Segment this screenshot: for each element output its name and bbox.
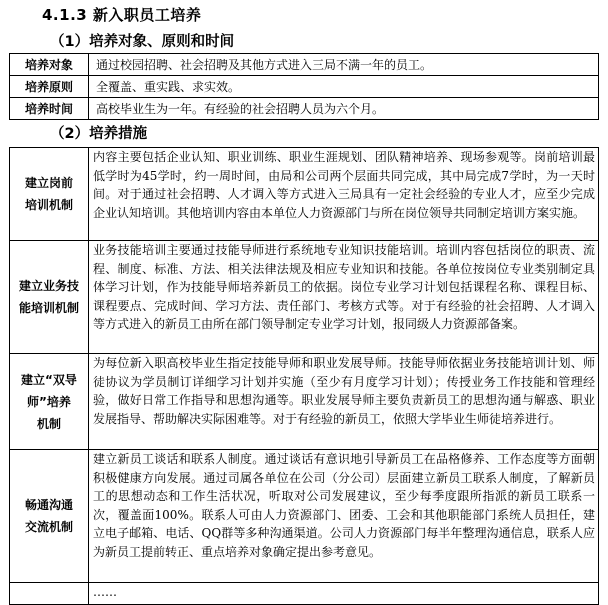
row-label: 培养对象 <box>10 54 89 76</box>
table-row <box>10 148 599 241</box>
row-label-line: 能培训机制 <box>18 301 79 315</box>
row-value: 全覆盖、重实践、求实效。 <box>89 76 599 98</box>
table-row <box>10 241 599 354</box>
row-label-line: 师”培养 <box>27 394 71 409</box>
row-label <box>10 354 89 450</box>
row-text: 为每位新入职高校毕业生指定技能导师和职业发展导师。技能导师依据业务技能培训计划、师徒协议为学员制订详细学习计划并实施（至少有月度学习计划）；传授业务工作技能和管理经验，做好日常工作指导和思想沟通等。职业发展导师主要负责新员工的思想沟通与解惑、职业发展指导、帮助解决实际困难等。对于有经验的新员工，依照大学毕业生师徒培养进行。 <box>89 354 599 450</box>
row-label-line: 建立业务技 <box>18 279 79 293</box>
row-label <box>10 583 89 605</box>
row-value: 通过校园招聘、社会招聘及其他方式进入三局不满一年的员工。 <box>89 54 599 76</box>
row-text: …… <box>89 583 599 605</box>
row-label-line: 机制 <box>36 416 61 431</box>
row-label-line: 建立“双导 <box>21 372 77 387</box>
row-label <box>10 450 89 583</box>
row-text: 业务技能培训主要通过技能导师进行系统地专业知识技能培训。培训内容包括岗位的职责、流程、制度、标准、方法、相关法律法规及相应专业知识和技能。各单位按岗位专业类别制定具体学习计划，作为技能导师培养新员工的依据。岗位专业学习计划包括课程名称、课程目标、课程要点、完成时间、学习方法、责任部门、考核方式等。对于有经验的社会招聘、人才调入等方式进入的新员工由所在部门领导制定专业学习计划，报同级人力资源部备案。 <box>89 241 599 354</box>
row-label-line: 建立岗前 <box>24 176 73 190</box>
training-basics-table <box>9 53 599 120</box>
training-measures-table <box>9 147 599 605</box>
row-label-line: 畅通沟通 <box>24 498 73 512</box>
table-row <box>10 583 599 605</box>
row-text: 建立新员工谈话和联系人制度。通过谈话有意识地引导新员工在品格修养、工作态度等方面朝积极健康方向发展。通过司属各单位在公司（分公司）层面建立新员工联系人制度，了解新员工的思想动态和工作生活状况，听取对公司发展建议，至少每季度跟所指派的新员工联系一次，覆盖面100%。联系人可由人力资源部门、团委、工会和其他职能部门系统人员担任，建立电子邮箱、电话、QQ群等多种沟通渠道。公司人力资源部门每半年整理沟通信息，联系人应为新员工提前转正、重点培养对象确定提出参考意见。 <box>89 450 599 583</box>
subsection-title-2: （2）培养措施 <box>50 126 148 142</box>
row-label: 培养时间 <box>10 98 89 120</box>
table-row <box>10 450 599 583</box>
subsection-title-1: （1）培养对象、原则和时间 <box>50 34 235 50</box>
row-label <box>10 241 89 354</box>
table-row <box>10 98 599 120</box>
row-text: 内容主要包括企业认知、职业训练、职业生涯规划、团队精神培养、现场参观等。岗前培训最低学时为45学时，约一周时间，由局和公司两个层面共同完成，其中局完成7学时，为一天时间。对于通过社会招聘、人才调入等方式进入三局具有一定社会经验的专业人才，应至少完成企业认知培训。其他培训内容由本单位人力资源部门与所在岗位领导共同制定培训方案实施。 <box>89 148 599 241</box>
row-label: 培养原则 <box>10 76 89 98</box>
section-heading: 4.1.3 新入职员工培养 <box>42 6 202 24</box>
table-row <box>10 76 599 98</box>
row-label <box>10 148 89 241</box>
row-value: 高校毕业生为一年。有经验的社会招聘人员为六个月。 <box>89 98 599 120</box>
table-row <box>10 354 599 450</box>
table-row <box>10 54 599 76</box>
row-label-line: 交流机制 <box>24 520 73 534</box>
row-label-line: 培训机制 <box>24 198 73 212</box>
